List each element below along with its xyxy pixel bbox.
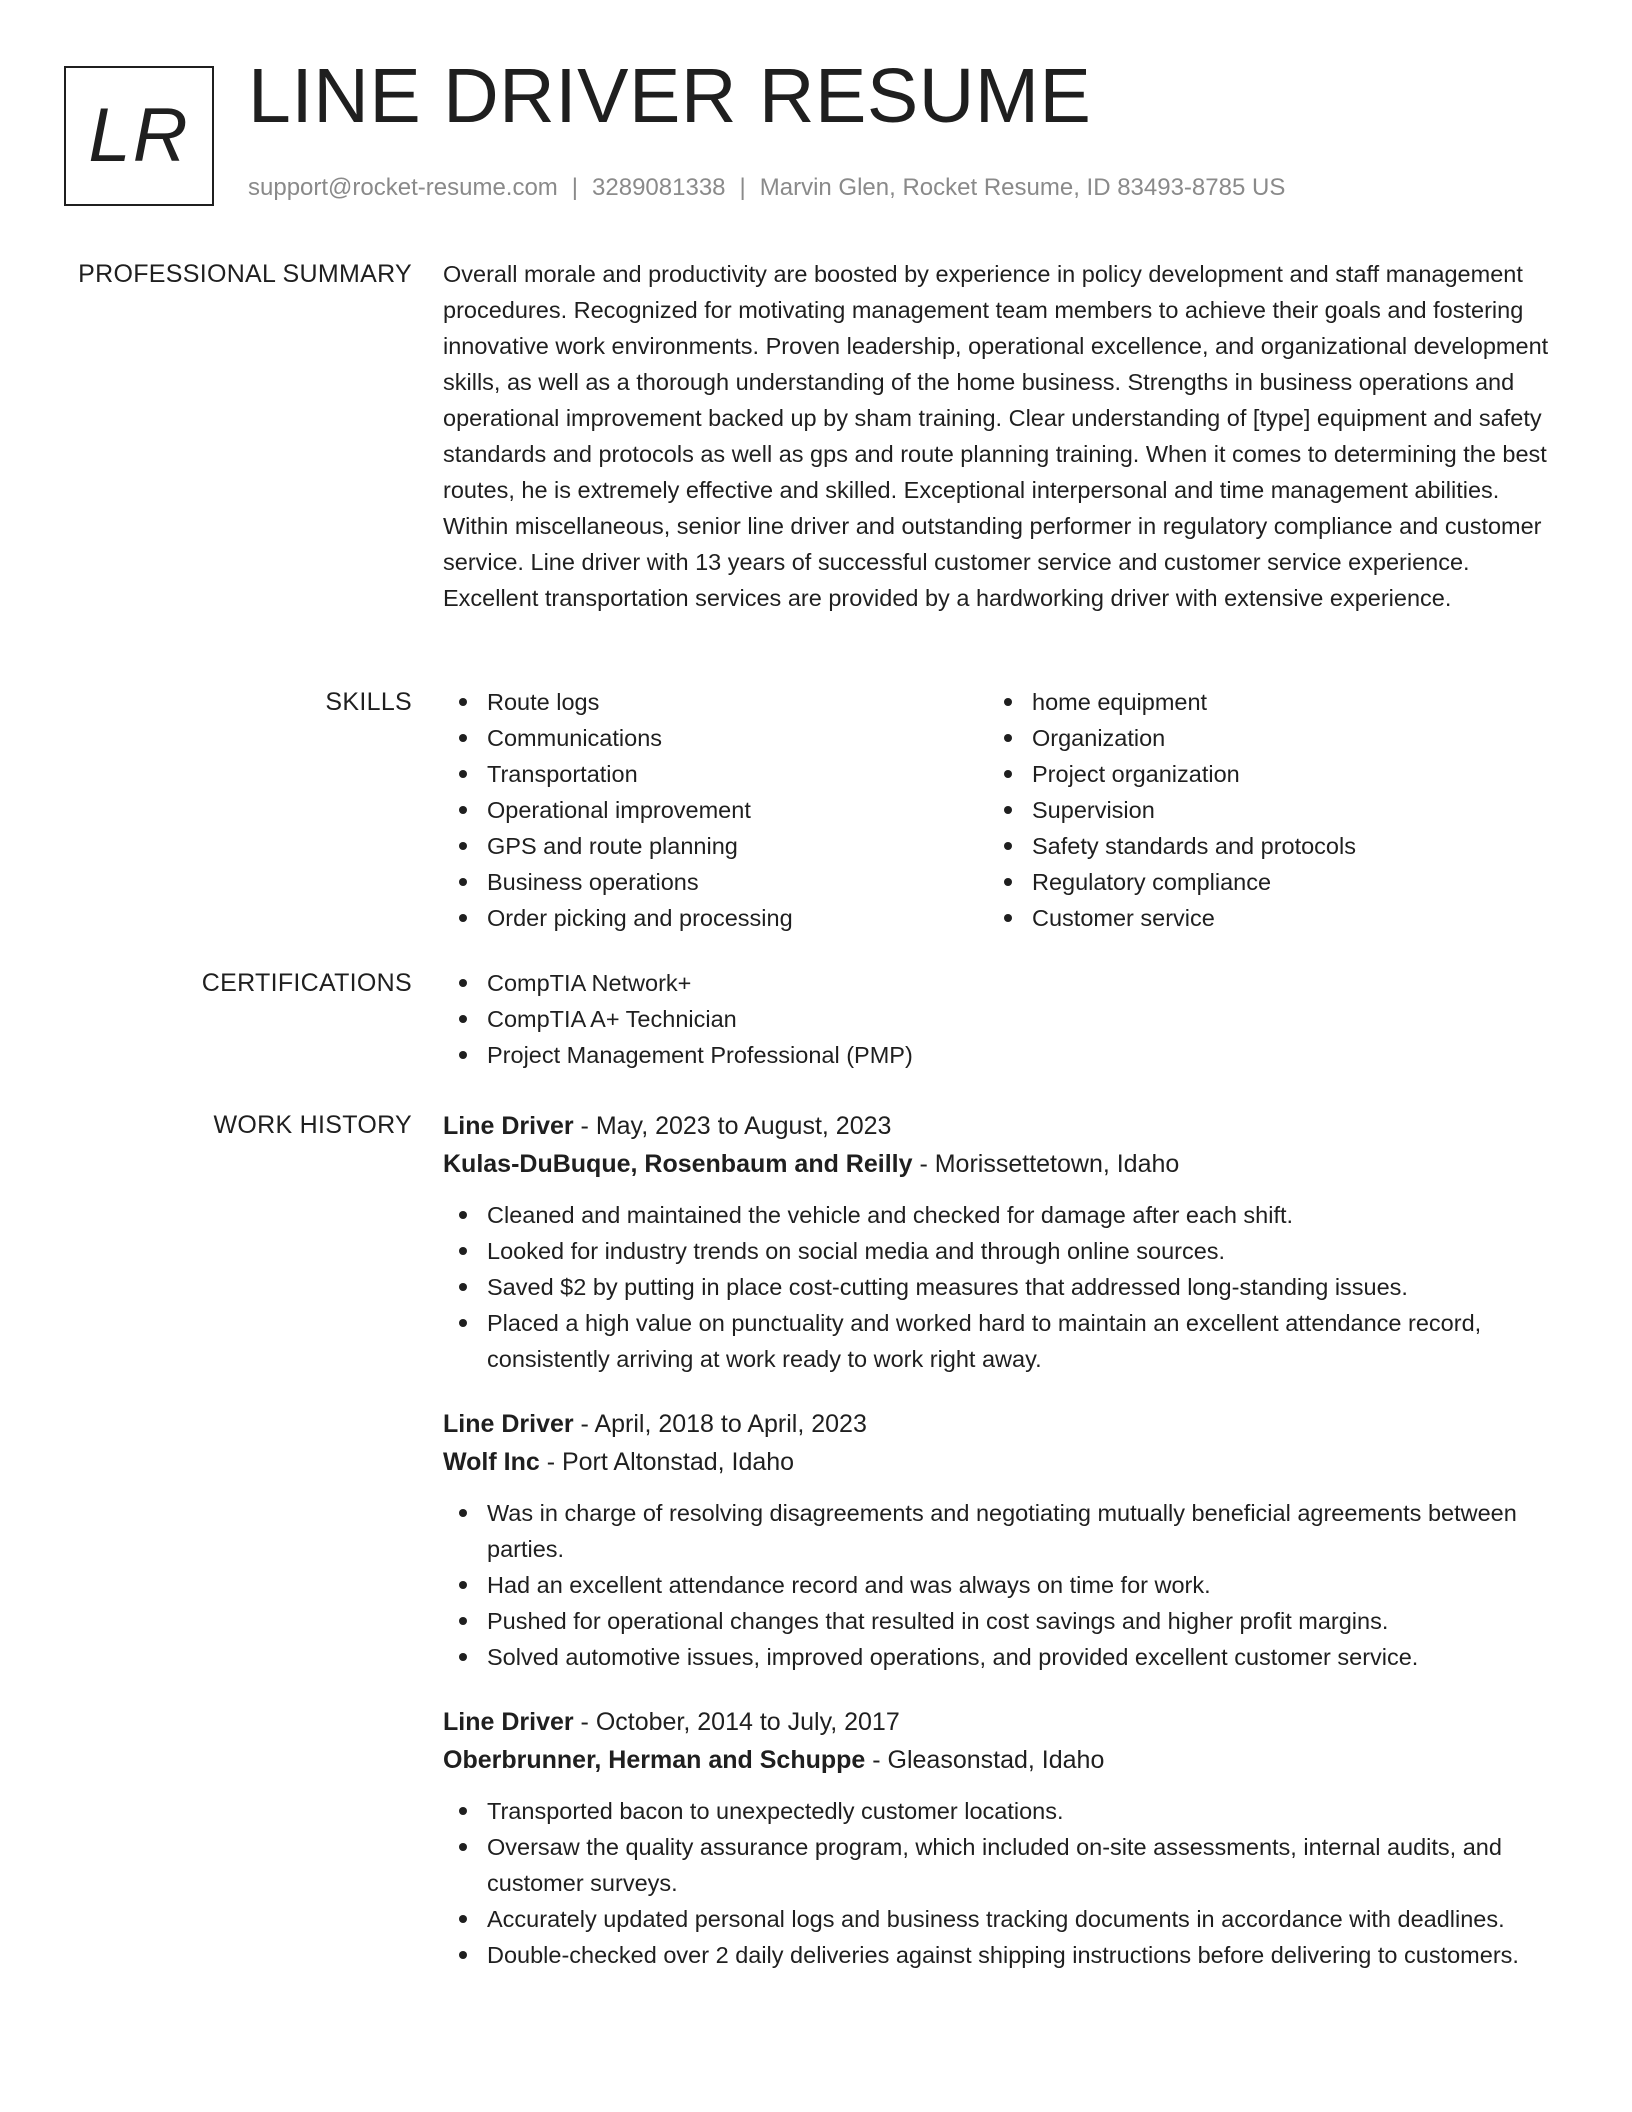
- bullet-dot: [459, 734, 467, 742]
- summary-text: Overall morale and productivity are boosted by experience in policy development and staff management procedures. Recognized for motivating management team members to achieve their goals and fostering innovative work environments. Proven leadership, operational excellence, and organizational development skills, as well as a thorough understanding of the home business. Strengths in business operations and operational improvement backed up by sham training. Clear understanding of [type] equipment and safety standards and protocols as well as gps and route planning training. When it comes to determining the best routes, he is extremely effective and skilled. Exceptional interpersonal and time management abilities. Within miscellaneous, senior line driver and outstanding performer in regulatory compliance and customer service. Line driver with 13 years of successful customer service and customer service experience. Excellent transportation services are provided by a hardworking driver with extensive experience.: [443, 261, 1549, 611]
- job-entry: [443, 1703, 1555, 1973]
- bullet-dot: [459, 1807, 467, 1815]
- job-bullets: [443, 1793, 1555, 1973]
- certifications-label: CERTIFICATIONS: [201, 969, 412, 997]
- bullet-dot: [1004, 698, 1012, 706]
- bullet-dot: [459, 1211, 467, 1219]
- job-bullet: Solved automotive issues, improved operations, and provided excellent customer service.: [443, 1639, 1555, 1675]
- monogram-text: LR: [88, 93, 190, 178]
- bullet-dot: [459, 1581, 467, 1589]
- skill-item: Communications: [443, 720, 988, 756]
- bullet-dot: [459, 806, 467, 814]
- bullet-dot: [459, 1951, 467, 1959]
- bullet-dot: [459, 914, 467, 922]
- job-location: - Port Altonstad, Idaho: [539, 1448, 795, 1476]
- skill-item: Order picking and processing: [443, 900, 988, 936]
- job-location: - Morissettetown, Idaho: [912, 1150, 1180, 1178]
- job-company: Wolf Inc: [443, 1448, 540, 1476]
- skills-body: [443, 684, 1555, 936]
- bullet-dot: [459, 878, 467, 886]
- skill-item: Transportation: [443, 756, 988, 792]
- job-title-line: [443, 1107, 1555, 1145]
- certifications-body: [443, 965, 1555, 1073]
- certification-item: CompTIA A+ Technician: [443, 1001, 1555, 1037]
- contact-separator: |: [571, 174, 579, 201]
- skills-list-left: [443, 684, 988, 936]
- bullet-dot: [459, 979, 467, 987]
- job-bullet: Had an excellent attendance record and was always on time for work.: [443, 1567, 1555, 1603]
- job-dates: - October, 2014 to July, 2017: [573, 1708, 900, 1736]
- job-title: Line Driver: [443, 1708, 574, 1736]
- work-history-body: [443, 1107, 1555, 2001]
- bullet-dot: [459, 1247, 467, 1255]
- skill-item: Operational improvement: [443, 792, 988, 828]
- skill-item: Organization: [988, 720, 1533, 756]
- bullet-dot: [1004, 842, 1012, 850]
- job-company-line: [443, 1741, 1555, 1779]
- bullet-dot: [459, 770, 467, 778]
- bullet-dot: [1004, 734, 1012, 742]
- bullet-dot: [459, 1509, 467, 1517]
- job-title: Line Driver: [443, 1112, 574, 1140]
- job-dates: - April, 2018 to April, 2023: [573, 1410, 867, 1438]
- skill-item: Supervision: [988, 792, 1533, 828]
- bullet-dot: [459, 1283, 467, 1291]
- bullet-dot: [459, 698, 467, 706]
- job-bullet: Cleaned and maintained the vehicle and checked for damage after each shift.: [443, 1197, 1555, 1233]
- skill-item: Regulatory compliance: [988, 864, 1533, 900]
- bullet-dot: [1004, 806, 1012, 814]
- job-company: Kulas-DuBuque, Rosenbaum and Reilly: [443, 1150, 913, 1178]
- job-company: Oberbrunner, Herman and Schuppe: [443, 1746, 866, 1774]
- skills-list-right: [988, 684, 1533, 936]
- job-dates: - May, 2023 to August, 2023: [573, 1112, 892, 1140]
- bullet-dot: [459, 842, 467, 850]
- contact-address: Marvin Glen, Rocket Resume, ID 83493-8785 US: [759, 174, 1286, 201]
- contact-phone[interactable]: 3289081338: [592, 174, 726, 201]
- bullet-dot: [459, 1843, 467, 1851]
- contact-email[interactable]: support@rocket-resume.com: [248, 174, 558, 201]
- job-bullet: Oversaw the quality assurance program, which included on-site assessments, internal audits, and customer surveys.: [443, 1829, 1555, 1901]
- job-entry: [443, 1405, 1555, 1675]
- bullet-dot: [459, 1015, 467, 1023]
- summary-body: [443, 256, 1555, 616]
- bullet-dot: [459, 1653, 467, 1661]
- bullet-dot: [1004, 770, 1012, 778]
- job-bullet: Accurately updated personal logs and business tracking documents in accordance with deadlines.: [443, 1901, 1555, 1937]
- skill-item: Business operations: [443, 864, 988, 900]
- skill-item: home equipment: [988, 684, 1533, 720]
- skills-label: SKILLS: [325, 688, 412, 716]
- work-history-label: WORK HISTORY: [213, 1111, 412, 1139]
- certification-item: Project Management Professional (PMP): [443, 1037, 1555, 1073]
- bullet-dot: [459, 1915, 467, 1923]
- bullet-dot: [1004, 914, 1012, 922]
- job-bullet: Transported bacon to unexpectedly customer locations.: [443, 1793, 1555, 1829]
- job-bullet: Looked for industry trends on social media and through online sources.: [443, 1233, 1555, 1269]
- skill-item: Safety standards and protocols: [988, 828, 1533, 864]
- contact-line: [248, 176, 1285, 200]
- skill-item: Route logs: [443, 684, 988, 720]
- summary-label: PROFESSIONAL SUMMARY: [78, 260, 412, 288]
- skill-item: GPS and route planning: [443, 828, 988, 864]
- bullet-dot: [459, 1617, 467, 1625]
- job-location: - Gleasonstad, Idaho: [865, 1746, 1105, 1774]
- job-title-line: [443, 1703, 1555, 1741]
- certifications-list: [443, 965, 1555, 1073]
- skill-item: Customer service: [988, 900, 1533, 936]
- skill-item: Project organization: [988, 756, 1533, 792]
- bullet-dot: [459, 1319, 467, 1327]
- job-title: Line Driver: [443, 1410, 574, 1438]
- job-entry: [443, 1107, 1555, 1377]
- certification-item: CompTIA Network+: [443, 965, 1555, 1001]
- job-bullet: Double-checked over 2 daily deliveries against shipping instructions before delivering to customers.: [443, 1937, 1555, 1973]
- job-bullets: [443, 1197, 1555, 1377]
- monogram-logo: [64, 66, 214, 206]
- job-company-line: [443, 1145, 1555, 1183]
- job-title-line: [443, 1405, 1555, 1443]
- job-bullet: Saved $2 by putting in place cost-cutting measures that addressed long-standing issues.: [443, 1269, 1555, 1305]
- job-bullet: Was in charge of resolving disagreements and negotiating mutually beneficial agreements between parties.: [443, 1495, 1555, 1567]
- bullet-dot: [459, 1051, 467, 1059]
- contact-separator: |: [739, 174, 746, 201]
- job-bullets: [443, 1495, 1555, 1675]
- bullet-dot: [1004, 878, 1012, 886]
- job-bullet: Placed a high value on punctuality and worked hard to maintain an excellent attendance record, consistently arriving at work ready to work right away.: [443, 1305, 1555, 1377]
- resume-title: LINE DRIVER RESUME: [248, 53, 1092, 139]
- job-bullet: Pushed for operational changes that resulted in cost savings and higher profit margins.: [443, 1603, 1555, 1639]
- job-company-line: [443, 1443, 1555, 1481]
